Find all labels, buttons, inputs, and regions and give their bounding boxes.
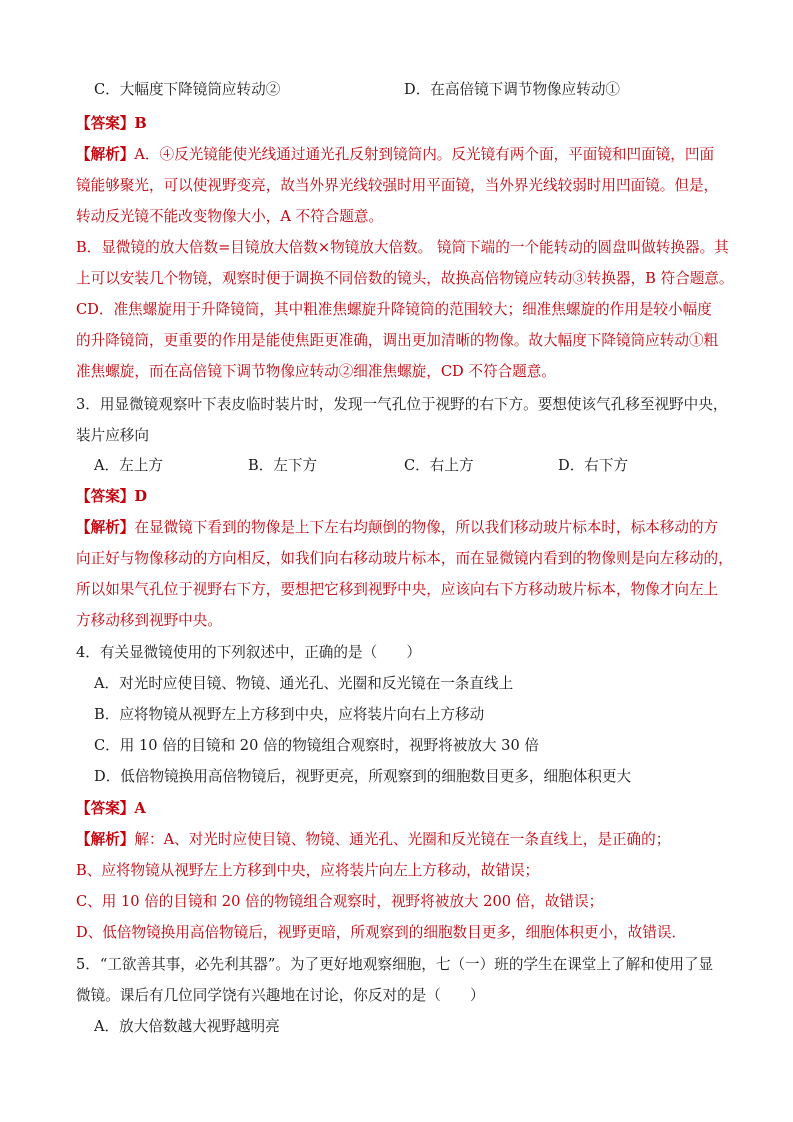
q2-option-c: C．大幅度下降镜筒应转动② [94,81,281,98]
q3-analysis-line: 向正好与物像移动的方向相反，如我们向右移动玻片标本，而在显微镜内看到的物像则是向左移动的， [76,550,733,567]
q2-analysis-line: 的升降镜筒，更重要的作用是能使焦距更准确，调出更加清晰的物像。故大幅度下降镜筒应转动①粗 [76,332,719,349]
q3-options-row [76,456,726,476]
q2-analysis-line: 准焦螺旋，而在高倍镜下调节物像应转动②细准焦螺旋，CD 不符合题意。 [76,363,556,380]
q5-option-a: A．放大倍数越大视野越明亮 [94,1018,280,1035]
q3-answer [76,487,726,507]
analysis-label: 【解析】 [76,831,135,848]
q3-option-a: A．左上方 [94,457,163,474]
q3-analysis-line: 所以如果气孔位于视野右下方，要想把它移到视野中央，应该向右下方移动玻片标本，物像才向左上 [76,581,719,598]
analysis-label: 【解析】 [76,519,135,536]
q2-analysis-line: 【解析】A．④反光镜能使光线通过通光孔反射到镜筒内。反光镜有两个面，平面镜和凹面镜，凹面 [76,146,715,163]
q2-analysis-line: 上可以安装几个物镜，观察时便于调换不同倍数的镜头，故换高倍物镜应转动③转换器，B 符合题意。 [76,270,734,287]
answer-value: B [134,115,147,132]
q2-option-d: D．在高倍镜下调节物像应转动① [404,81,621,98]
q5-stem-line: 微镜。课后有几位同学饶有兴趣地在讨论，你反对的是（ ） [76,987,485,1004]
q4-option-d: D．低倍物镜换用高倍物镜后，视野更亮，所观察到的细胞数目更多，细胞体积更大 [94,768,632,785]
q3-analysis-line: 方移动移到视野中央。 [76,612,222,629]
q4-analysis-line: 【解析】解：A、对光时应使目镜、物镜、通光孔、光圈和反光镜在一条直线上，是正确的； [76,831,671,848]
q2-analysis-line: CD．准焦螺旋用于升降镜筒，其中粗准焦螺旋升降镜筒的范围较大；细准焦螺旋的作用是较小幅度 [76,301,712,318]
q2-analysis-line: 镜能够聚光，可以使视野变亮，故当外界光线较强时用平面镜，当外界光线较弱时用凹面镜。但是， [76,177,719,194]
q4-stem: 4．有关显微镜使用的下列叙述中，正确的是（ ） [76,644,421,661]
answer-value: D [134,488,148,505]
q4-answer [76,799,726,819]
q3-analysis-line: 【解析】在显微镜下看到的物像是上下左右均颠倒的物像，所以我们移动玻片标本时，标本移动的方 [76,519,719,536]
answer-label: 【答案】 [76,800,135,817]
q4-analysis-line: B、应将物镜从视野左上方移到中央，应将装片向左上方移动，故错误； [76,862,540,879]
q2-analysis-line: B．显微镜的放大倍数=目镜放大倍数×物镜放大倍数。 镜筒下端的一个能转动的圆盘叫做转换器。其 [76,239,729,256]
q3-stem-line: 3．用显微镜观察叶下表皮临时装片时，发现一气孔位于视野的右下方。要想使该气孔移至视野中央， [76,396,728,413]
answer-label: 【答案】 [76,115,135,132]
answer-label: 【答案】 [76,488,135,505]
q3-option-c: C．右上方 [404,457,474,474]
q5-stem-line: 5．“工欲善其事，必先利其器”。为了更好地观察细胞，七（一）班的学生在课堂上了解和使用了显 [76,956,714,973]
q2-answer [76,114,726,134]
q4-option-b: B．应将物镜从视野左上方移到中央，应将装片向右上方移动 [94,706,485,723]
q2-analysis-line: 转动反光镜不能改变物像大小，A 不符合题意。 [76,208,384,225]
q4-analysis-line: D、低倍物镜换用高倍物镜后，视野更暗，所观察到的细胞数目更多，细胞体积更小，故错误． [76,924,687,941]
q4-option-a: A．对光时应使目镜、物镜、通光孔、光圈和反光镜在一条直线上 [94,675,514,692]
q3-option-d: D．右下方 [558,457,629,474]
q3-option-b: B．左下方 [248,457,318,474]
answer-value: A [134,800,146,817]
analysis-label: 【解析】 [76,146,135,163]
q3-stem-line: 装片应移向 [76,427,149,444]
q4-option-c: C．用 10 倍的目镜和 20 倍的物镜组合观察时，视野将被放大 30 倍 [94,737,539,754]
q4-analysis-line: C、用 10 倍的目镜和 20 倍的物镜组合观察时，视野将被放大 200 倍，故错误； [76,893,604,910]
q2-options-row [76,80,726,100]
